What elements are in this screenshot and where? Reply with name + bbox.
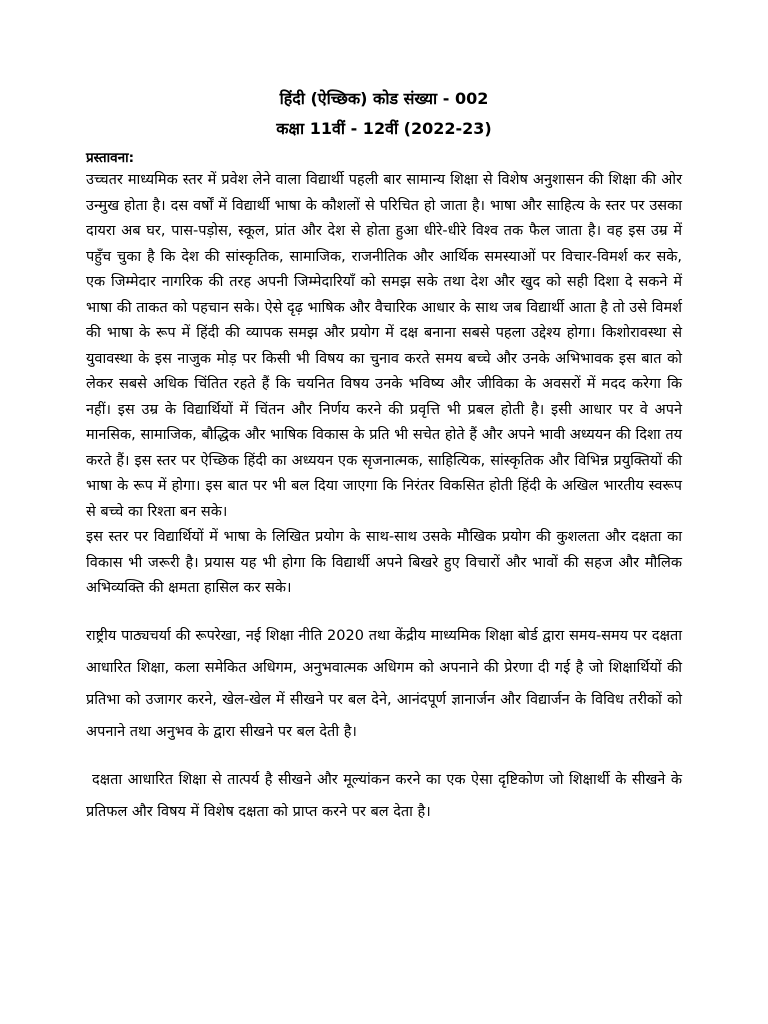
- paragraph-1: उच्चतर माध्यमिक स्तर में प्रवेश लेने वाला विद्यार्थी पहली बार सामान्य शिक्षा से विशेष अनुशासन की शिक्षा की ओर उन्मुख होता है। दस वर्षों में विद्यार्थी भाषा के कौशलों से परिचित हो जाता है। भाषा और साहित्य के स्तर पर उसका दायरा अब घर, पास-पड़ोस, स्कूल, प्रांत और देश से होता हुआ धीरे-धीरे विश्व तक फैल जाता है। वह इस उम्र में पहुँच चुका है कि देश की सांस्कृतिक, सामाजिक, राजनीतिक और आर्थिक समस्याओं पर विचार-विमर्श कर सके, एक जिम्मेदार नागरिक की तरह अपनी जिम्मेदारियाँ को समझ सके तथा देश और खुद को सही दिशा दे सकने में भाषा की ताकत को पहचान सके। ऐसे दृढ़ भाषिक और वैचारिक आधार के साथ जब विद्यार्थी आता है तो उसे विमर्श की भाषा के रूप में हिंदी की व्यापक समझ और प्रयोग में दक्ष बनाना सबसे पहला उद्देश्य होगा। किशोरावस्था से युवावस्था के इस नाजुक मोड़ पर किसी भी विषय का चुनाव करते समय बच्चे और उनके अभिभावक इस बात को लेकर सबसे अधिक चिंतित रहते हैं कि चयनित विषय उनके भविष्य और जीविका के अवसरों में मदद करेगा कि नहीं। इस उम्र के विद्यार्थियों में चिंतन और निर्णय करने की प्रवृत्ति भी प्रबल होती है। इसी आधार पर वे अपने मानसिक, सामाजिक, बौद्धिक और भाषिक विकास के प्रति भी सचेत होते हैं और अपने भावी अध्ययन की दिशा तय करते हैं। इस स्तर पर ऐच्छिक हिंदी का अध्ययन एक सृजनात्मक, साहित्यिक, सांस्कृतिक और विभिन्न प्रयुक्तियों की भाषा के रूप में होगा। इस बात पर भी बल दिया जाएगा कि निरंतर विकसित होती हिंदी के अखिल भारतीय स्वरूप से बच्चे का रिश्ता बन सके।: [86, 172, 682, 520]
- section-label: प्रस्तावना:: [86, 150, 135, 166]
- document-subtitle: कक्षा 11वीं - 12वीं (2022-23): [276, 119, 492, 138]
- document-title: हिंदी (ऐच्छिक) कोड संख्या - 002: [279, 89, 489, 108]
- paragraph-2: इस स्तर पर विद्यार्थियों में भाषा के लिखित प्रयोग के साथ-साथ उसके मौखिक प्रयोग की कुशलता और दक्षता का विकास भी जरूरी है। प्रयास यह भी होगा कि विद्यार्थी अपने बिखरे हुए विचारों और भावों की सहज और मौलिक अभिव्यक्ति की क्षमता हासिल कर सके।: [86, 529, 682, 596]
- paragraph-4: दक्षता आधारित शिक्षा से तात्पर्य है सीखने और मूल्यांकन करने का एक ऐसा दृष्टिकोण जो शिक्षार्थी के सीखने के प्रतिफल और विषय में विशेष दक्षता को प्राप्त करने पर बल देता है।: [86, 771, 682, 820]
- paragraph-3: राष्ट्रीय पाठ्यचर्या की रूपरेखा, नई शिक्षा नीति 2020 तथा केंद्रीय माध्यमिक शिक्षा बोर्ड द्वारा समय-समय पर दक्षता आधारित शिक्षा, कला समेकित अधिगम, अनुभवात्मक अधिगम को अपनाने की प्रेरणा दी गई है जो शिक्षार्थियों की प्रतिभा को उजागर करने, खेल-खेल में सीखने पर बल देने, आनंदपूर्ण ज्ञानार्जन और विद्यार्जन के विविध तरीकों को अपनाने तथा अनुभव के द्वारा सीखने पर बल देती है।: [86, 627, 682, 740]
